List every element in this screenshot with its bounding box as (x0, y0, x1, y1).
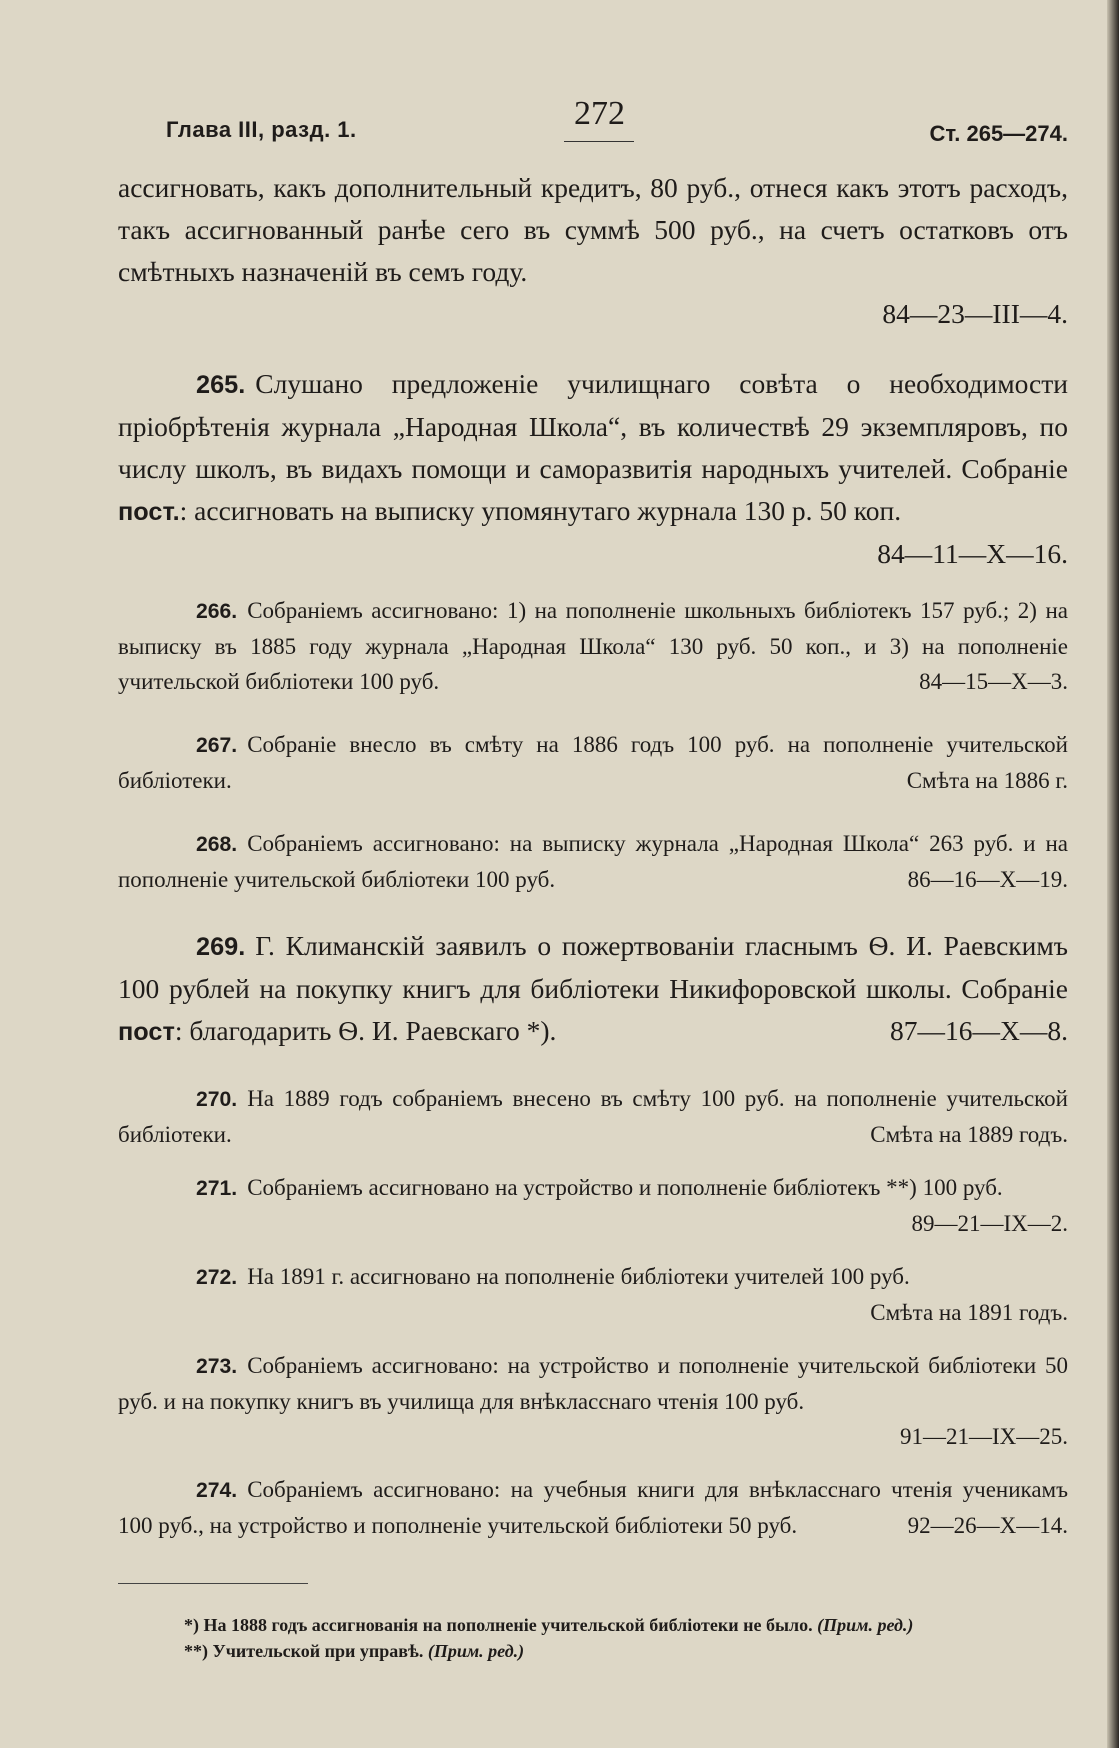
entry-text: Г. Климанскій заявилъ о пожертвованіи гласнымъ Ѳ. И. Раевскимъ 100 рублей на покупку книгъ для библіотеки Никифоровской школы. Собраніе (118, 930, 1068, 1004)
entry-266 (118, 593, 1068, 699)
footnotes (118, 1583, 1068, 1664)
intro-block (118, 167, 1068, 335)
entry-ref: 89—21—IX—2. (911, 1211, 1068, 1236)
entry-text: Собраніемъ ассигновано на устройство и пополненіе библіотекъ **) 100 руб. (247, 1175, 1003, 1200)
footnote-text: Учительской при управѣ. (212, 1641, 424, 1661)
entry-270 (118, 1081, 1068, 1152)
entry-number: 273. (196, 1355, 238, 1378)
entry-text: Собраніемъ ассигновано: на учебныя книги для внѣкласснаго чтенія ученикамъ 100 руб., на устройство и пополненіе учительской библіотеки 50 руб. (118, 1477, 1068, 1538)
entry-ref: Смѣта на 1886 г. (906, 768, 1068, 793)
intro-ref: 84—23—III—4. (882, 298, 1068, 329)
footnote-note: (Прим. ред.) (427, 1641, 525, 1661)
entry-number: 267. (196, 734, 238, 757)
entry-text-2: : ассигновать на выписку упомянутаго журнала 130 р. 50 коп. (179, 495, 902, 526)
entry-text: Собраніемъ ассигновано: 1) на пополненіе школьныхъ библіотекъ 157 руб.; 2) на выписку въ 1885 году журнала „Народная Школа“ 130 руб. 50 коп., и 3) на пополненіе учительской библіотеки 100 руб. (118, 598, 1068, 694)
entry-272 (118, 1259, 1068, 1330)
entry-text: Собраніемъ ассигновано: на выписку журнала „Народная Школа“ 263 руб. и на пополненіе учительской библіотеки 100 руб. (118, 831, 1068, 892)
page-edge (1107, 0, 1119, 1748)
entry-268 (118, 826, 1068, 897)
entry-bold: пост (118, 1018, 175, 1046)
entry-ref: 84—11—X—16. (877, 538, 1068, 569)
entry-number: 270. (196, 1088, 238, 1111)
footnote-mark: *) (184, 1615, 199, 1635)
entry-ref: Смѣта на 1889 годъ. (870, 1122, 1068, 1147)
page-number-rule (564, 141, 634, 142)
footnote-rule (118, 1583, 308, 1584)
entry-ref: 91—21—IX—25. (899, 1424, 1068, 1449)
entry-text: На 1891 г. ассигновано на пополненіе библіотеки учителей 100 руб. (247, 1264, 910, 1289)
entry-269 (118, 925, 1068, 1053)
page-number: 272 (574, 95, 625, 132)
entry-text-2: : благодарить Ѳ. И. Раевскаго *). (174, 1015, 557, 1046)
intro-text: ассигновать, какъ дополнительный кредитъ, 80 руб., отнеся какъ этотъ расходъ, такъ ассигнованный ранѣе сего въ суммѣ 500 руб., на счетъ остатковъ отъ смѣтныхъ назначеній въ семъ году. (118, 172, 1068, 287)
entry-ref: 84—15—X—3. (919, 669, 1068, 694)
entry-ref: 86—16—X—19. (907, 867, 1068, 892)
entry-number: 272. (196, 1266, 238, 1289)
entry-text: Слушано предложеніе училищнаго совѣта о необходимости пріобрѣтенія журнала „Народная Школа“, въ количествѣ 29 экземпляровъ, по числу школъ, въ видахъ помощи и саморазвитія народныхъ учителей. Собраніе (118, 368, 1068, 484)
footnote-mark: **) (184, 1641, 208, 1661)
entry-number: 274. (196, 1479, 238, 1502)
entry-number: 271. (196, 1177, 238, 1200)
article-range: Ст. 265—274. (929, 121, 1068, 146)
footnote-text: На 1888 годъ ассигнованія на пополненіе учительской библіотеки не было. (203, 1615, 813, 1635)
entry-number: 265. (196, 371, 246, 399)
entry-273 (118, 1348, 1068, 1454)
footnote-2 (184, 1638, 1068, 1664)
entry-ref: Смѣта на 1891 годъ. (870, 1300, 1068, 1325)
entry-number: 266. (196, 600, 238, 623)
entry-267 (118, 727, 1068, 798)
entry-274 (118, 1472, 1068, 1543)
entry-text: На 1889 годъ собраніемъ внесено въ смѣту 100 руб. на пополненіе учительской библіотеки. (118, 1086, 1068, 1147)
footnote-note: (Прим. ред.) (817, 1615, 914, 1635)
entry-ref: 92—26—X—14. (907, 1513, 1068, 1538)
entry-text: Собраніе внесло въ смѣту на 1886 годъ 100 руб. на пополненіе учительской библіотеки. (118, 732, 1068, 793)
footnote-1 (184, 1612, 1068, 1638)
entry-271 (118, 1170, 1068, 1241)
entry-ref: 87—16—X—8. (890, 1015, 1068, 1046)
entry-number: 269. (196, 933, 246, 961)
chapter-label: Глава III, разд. 1. (166, 117, 357, 142)
document-page (118, 95, 1068, 1664)
entry-265 (118, 363, 1068, 575)
entry-text: Собраніемъ ассигновано: на устройство и пополненіе учительской библіотеки 50 руб. и на покупку книгъ въ училища для внѣкласснаго чтенія 100 руб. (118, 1353, 1068, 1414)
entry-number: 268. (196, 833, 238, 856)
entry-bold: пост. (118, 498, 180, 526)
page-header (118, 95, 1068, 167)
